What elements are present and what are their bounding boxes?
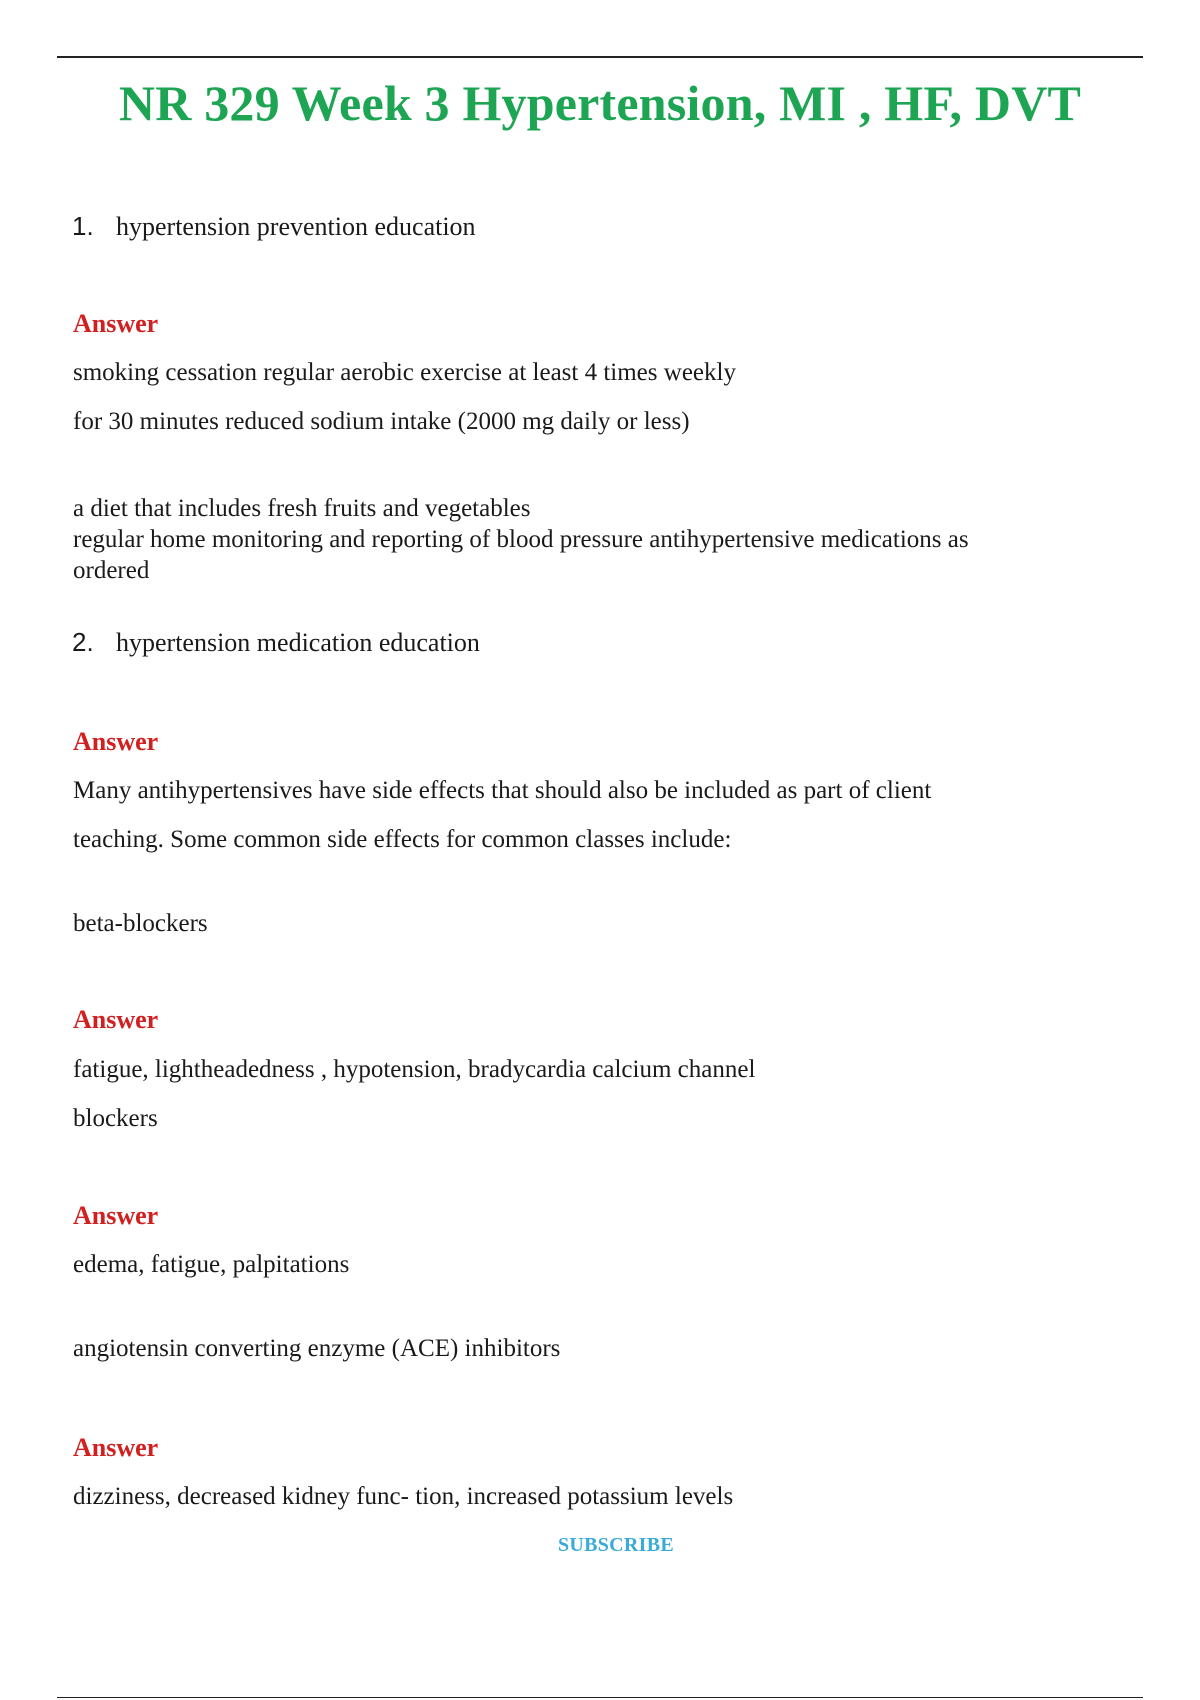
top-rule — [57, 56, 1143, 58]
answer-3-line-2: blockers — [73, 1105, 158, 1132]
question-2 — [72, 626, 480, 659]
answer-2-line-1: Many antihypertensives have side effects that should also be included as part of client — [73, 777, 932, 804]
answer-1-line-2: for 30 minutes reduced sodium intake (2000 mg daily or less) — [73, 408, 690, 435]
answer-4-line-1: edema, fatigue, palpitations — [73, 1251, 350, 1278]
answer-2-line-2: teaching. Some common side effects for common classes include: — [73, 826, 732, 853]
question-1-text: hypertension prevention education — [116, 212, 476, 241]
ace-inhibitors-heading: angiotensin converting enzyme (ACE) inhibitors — [73, 1335, 561, 1362]
answer-label-1: Answer — [73, 309, 159, 338]
answer-3-line-1: fatigue, lightheadedness , hypotension, bradycardia calcium channel — [73, 1056, 756, 1083]
document-title: NR 329 Week 3 Hypertension, MI , HF, DVT — [118, 75, 1082, 131]
answer-label-4: Answer — [73, 1201, 159, 1230]
answer-label-5: Answer — [73, 1433, 159, 1462]
question-2-number: 2. — [72, 627, 94, 657]
answer-1-line-1: smoking cessation regular aerobic exercise at least 4 times weekly — [73, 359, 736, 386]
beta-blockers-heading: beta-blockers — [73, 910, 208, 937]
answer-1-extra-line-2: regular home monitoring and reporting of blood pressure antihypertensive medications as ordered — [73, 526, 969, 584]
question-1 — [72, 210, 476, 243]
subscribe-link[interactable]: SUBSCRIBE — [557, 1534, 675, 1556]
answer-5-line-1: dizziness, decreased kidney func- tion, increased potassium levels — [73, 1483, 734, 1510]
answer-label-2: Answer — [73, 727, 159, 756]
question-2-text: hypertension medication education — [116, 628, 480, 657]
bottom-rule — [57, 1697, 1143, 1698]
question-1-number: 1. — [72, 211, 94, 241]
answer-1-extra-line-1: a diet that includes fresh fruits and vegetables — [73, 495, 531, 522]
answer-label-3: Answer — [73, 1005, 159, 1034]
